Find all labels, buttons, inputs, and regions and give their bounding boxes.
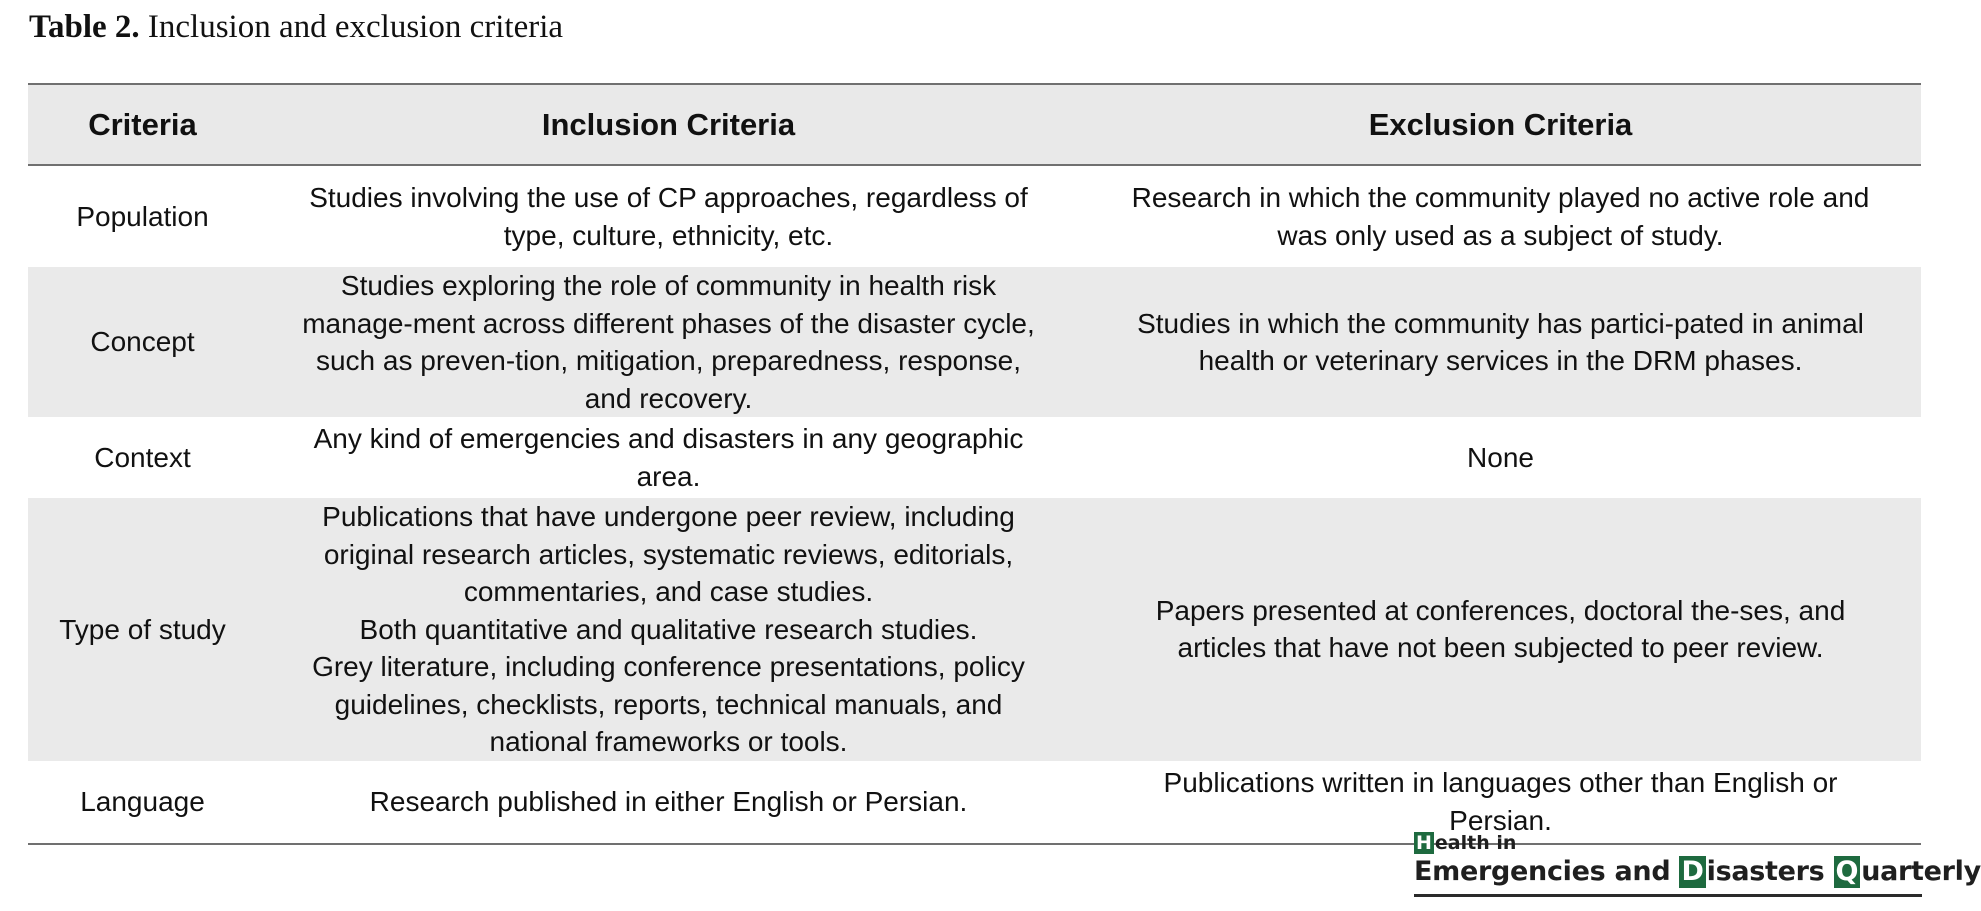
table-number: Table 2. <box>29 9 140 45</box>
header-criteria: Criteria <box>88 106 197 142</box>
logo-text: uarterly <box>1861 856 1981 887</box>
cell-text: Studies involving the use of CP approaches, regardless of type, culture, ethnicity, etc. <box>309 182 1028 251</box>
cell-text: Research published in either English or Persian. <box>369 785 968 817</box>
table-caption <box>29 4 563 50</box>
logo-text: Emergencies and <box>1414 856 1680 887</box>
table-row-concept <box>28 267 1921 417</box>
header-exclusion: Exclusion Criteria <box>1368 106 1633 142</box>
logo-underline <box>1414 894 1922 897</box>
exclusion-cell <box>1080 417 1921 498</box>
criteria-table <box>28 83 1921 845</box>
inclusion-cell <box>257 165 1080 267</box>
table-row-population <box>28 165 1921 267</box>
logo-line-1 <box>1414 832 1516 854</box>
exclusion-cell <box>1080 498 1921 761</box>
cell-text: Both quantitative and qualitative research studies. <box>359 613 978 645</box>
table-body <box>28 165 1921 844</box>
row-label: Language <box>80 785 205 817</box>
logo-text: ealth in <box>1434 832 1517 854</box>
inclusion-cell <box>257 761 1080 844</box>
inclusion-cell <box>257 417 1080 498</box>
logo-initial-h: H <box>1416 832 1432 854</box>
cell-text: Any kind of emergencies and disasters in any geographic area. <box>313 423 1024 492</box>
logo-initial-q: Q <box>1835 856 1859 887</box>
cell-text: None <box>1467 441 1534 473</box>
inclusion-cell <box>257 498 1080 761</box>
cell-text: Studies in which the community has partici-pated in animal health or veterinary services in the DRM phases. <box>1137 307 1864 376</box>
exclusion-cell <box>1080 267 1921 417</box>
cell-text: Publications that have undergone peer review, including original research articles, systematic reviews, editorials, commentaries, and case studies. <box>322 501 1015 607</box>
table-title: Inclusion and exclusion criteria <box>147 9 564 45</box>
cell-text: Research in which the community played no active role and was only used as a subject of study. <box>1131 182 1870 251</box>
row-label: Type of study <box>59 613 226 645</box>
journal-logo <box>1414 832 1981 902</box>
table-row-type-of-study <box>28 498 1921 761</box>
header-row <box>28 84 1921 165</box>
logo-initial-d: D <box>1681 856 1704 887</box>
row-label: Population <box>76 200 209 232</box>
cell-text: Grey literature, including conference presentations, policy guidelines, checklists, reports, technical manuals, and national frameworks or tools. <box>312 651 1025 757</box>
row-label: Concept <box>90 326 195 358</box>
exclusion-cell <box>1080 165 1921 267</box>
logo-line-2 <box>1414 856 1981 888</box>
table-header <box>28 84 1921 165</box>
inclusion-cell <box>257 267 1080 417</box>
table-row-context <box>28 417 1921 498</box>
logo-text: isasters <box>1706 856 1834 887</box>
cell-text: Publications written in languages other than English or Persian. <box>1163 767 1838 836</box>
cell-text: Studies exploring the role of community in health risk manage-ment across different phases of the disaster cycle, such as preven-tion, mitigation, preparedness, response, and recovery. <box>302 270 1035 414</box>
header-inclusion: Inclusion Criteria <box>541 106 796 142</box>
cell-text: Papers presented at conferences, doctoral the-ses, and articles that have not been subjected to peer review. <box>1155 594 1846 664</box>
row-label: Context <box>94 441 191 473</box>
